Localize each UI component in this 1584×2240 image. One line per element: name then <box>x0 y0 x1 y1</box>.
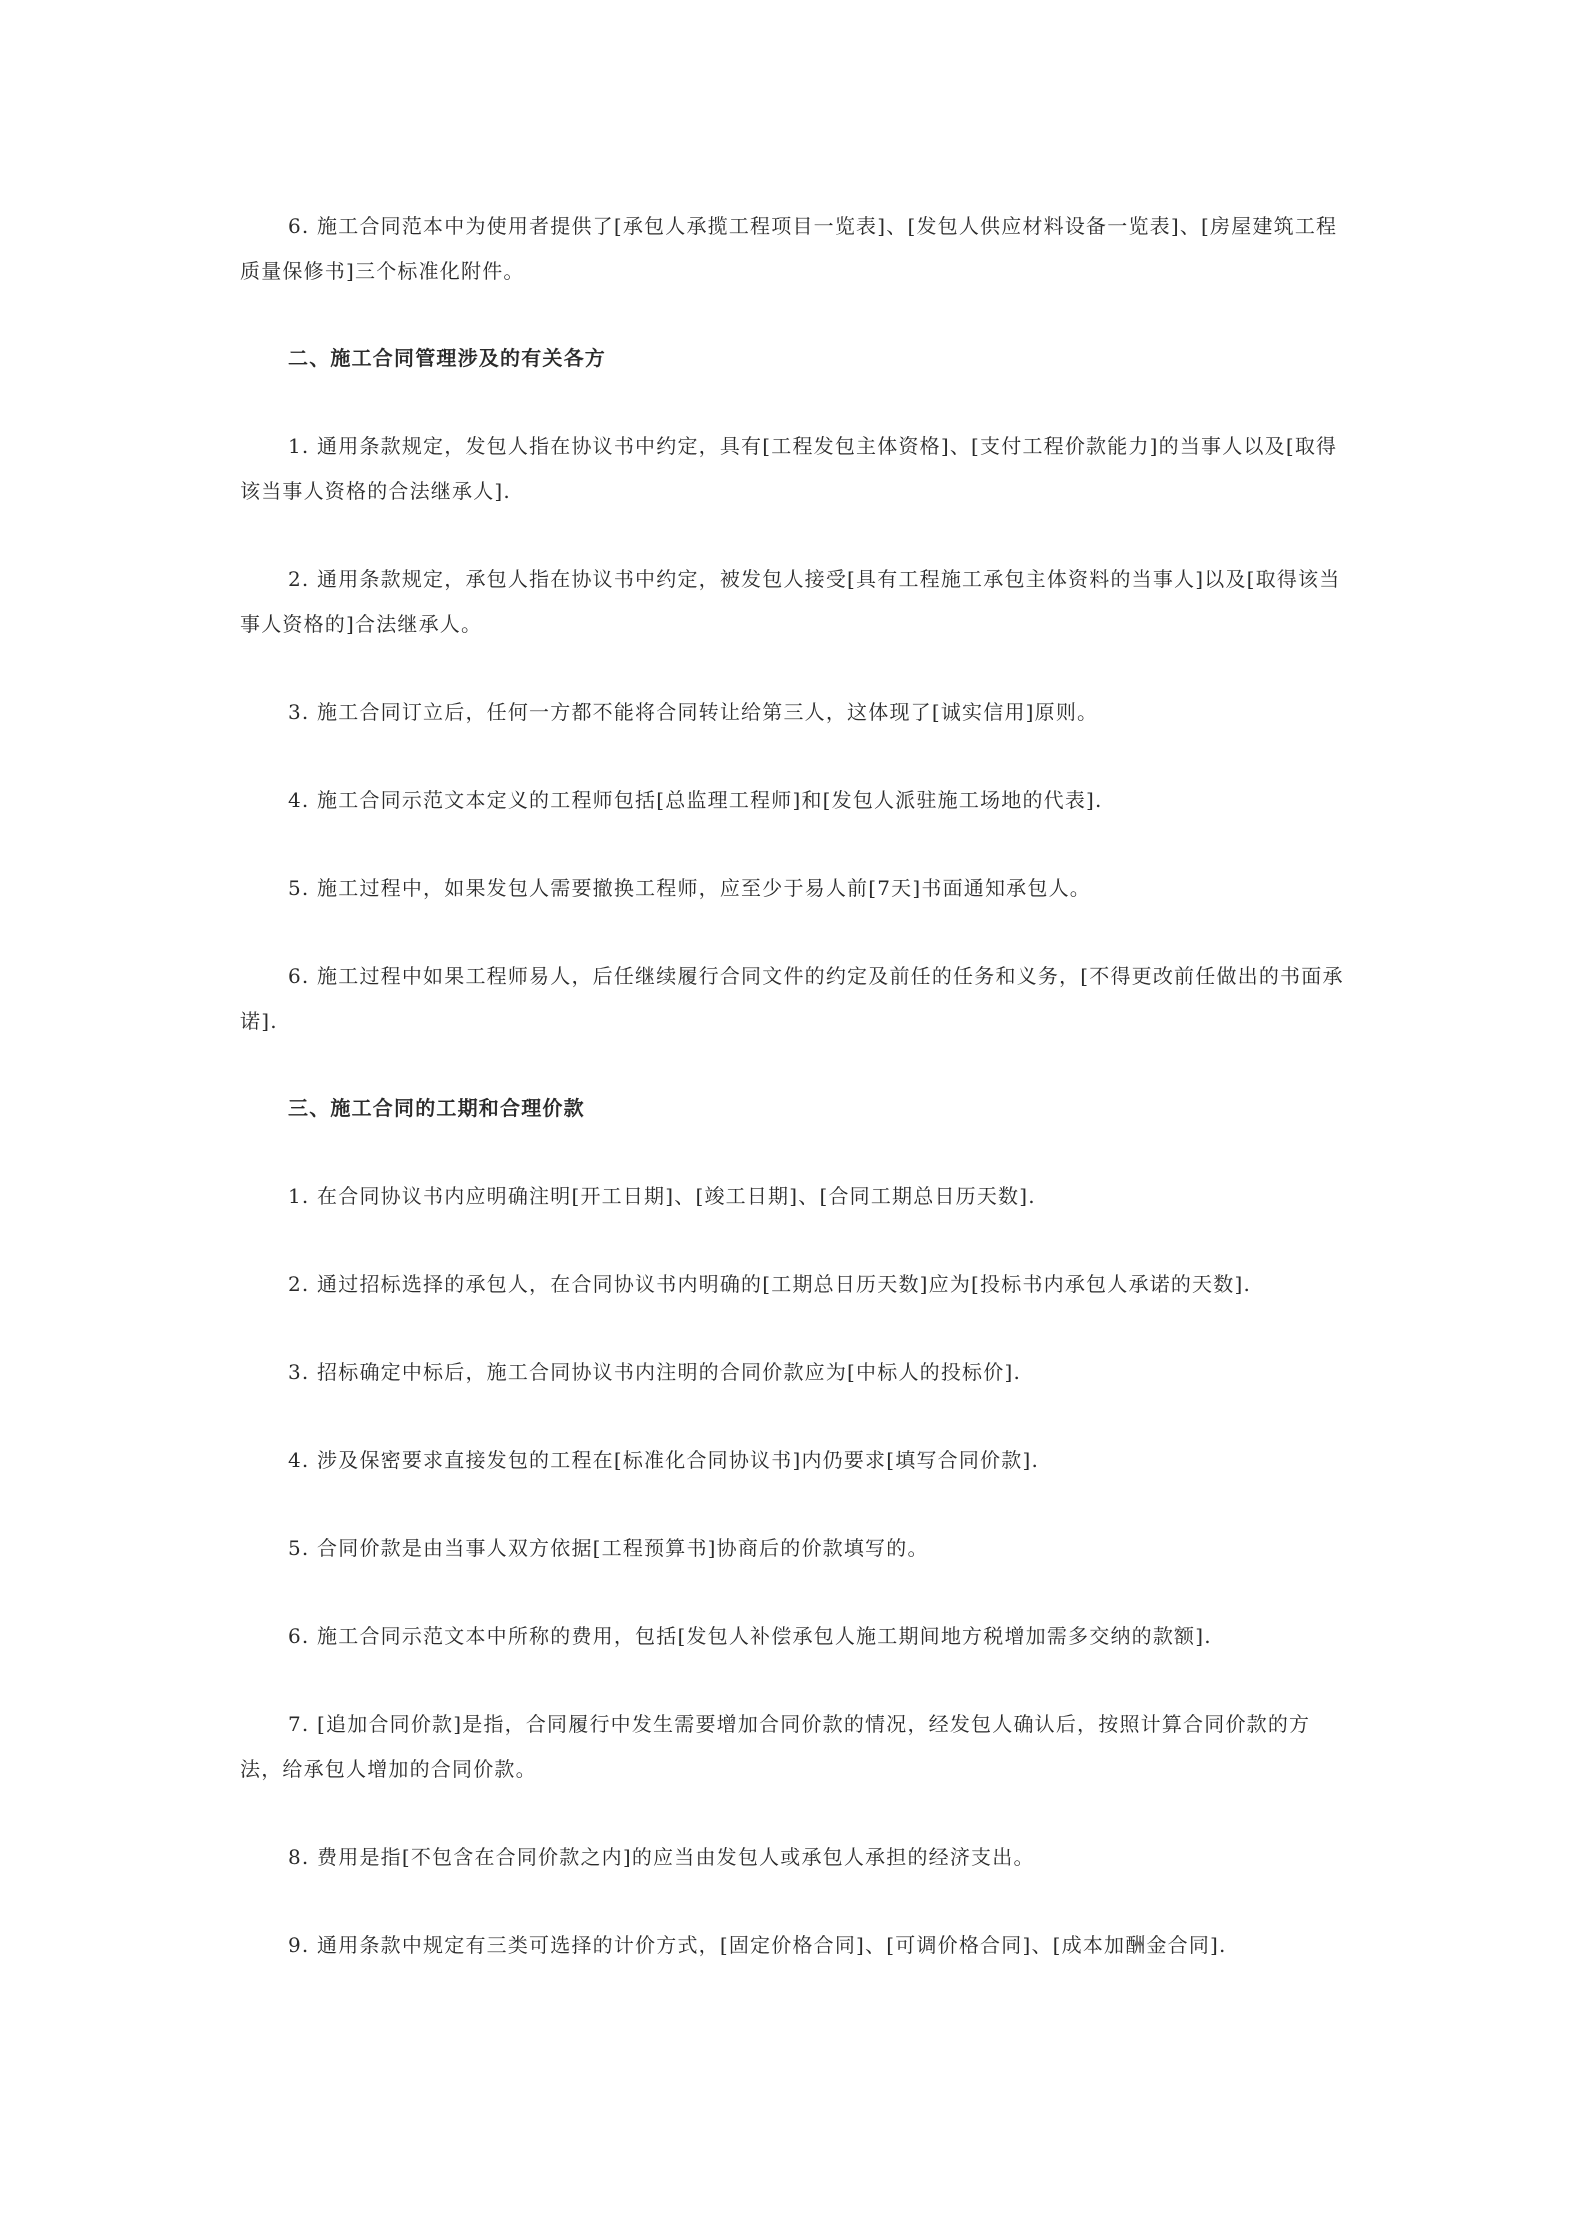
paragraph-9-pricing-methods: 9. 通用条款中规定有三类可选择的计价方式，[固定价格合同]、[可调价格合同]、[成本加酬金合同]. <box>288 1933 1227 1957</box>
paragraph-8-expenses: 8. 费用是指[不包含在合同价款之内]的应当由发包人或承包人承担的经济支出。 <box>288 1845 1035 1869</box>
section-heading-2: 二、施工合同管理涉及的有关各方 <box>288 346 606 370</box>
section-heading-3: 三、施工合同的工期和合理价款 <box>288 1096 585 1120</box>
paragraph-4-confidential-projects: 4. 涉及保密要求直接发包的工程在[标准化合同协议书]内仍要求[填写合同价款]. <box>288 1448 1040 1472</box>
paragraph-5-engineer-replacement: 5. 施工过程中，如果发包人需要撤换工程师，应至少于易人前[7天]书面通知承包人。 <box>288 876 1091 900</box>
paragraph-4-engineer-definition: 4. 施工合同示范文本定义的工程师包括[总监理工程师]和[发包人派驻施工场地的代表]. <box>288 788 1103 812</box>
paragraph-3-contract-price: 3. 招标确定中标后，施工合同协议书内注明的合同价款应为[中标人的投标价]. <box>288 1360 1022 1384</box>
paragraph-2-contractor-definition: 2. 通用条款规定，承包人指在协议书中约定，被发包人接受[具有工程施工承包主体资料的当事人]以及[取得该当事人资格的]合法继承人。 <box>240 567 1341 636</box>
paragraph-2-tender-duration: 2. 通过招标选择的承包人，在合同协议书内明确的[工期总日历天数]应为[投标书内承包人承诺的天数]. <box>288 1272 1252 1296</box>
paragraph-1-dates: 1. 在合同协议书内应明确注明[开工日期]、[竣工日期]、[合同工期总日历天数]. <box>288 1184 1036 1208</box>
paragraph-6-costs: 6. 施工合同示范文本中所称的费用，包括[发包人补偿承包人施工期间地方税增加需多交纳的款额]. <box>288 1624 1212 1648</box>
paragraph-7-additional-price: 7. [追加合同价款]是指，合同履行中发生需要增加合同价款的情况，经发包人确认后，按照计算合同价款的方法，给承包人增加的合同价款。 <box>240 1712 1311 1781</box>
document-page <box>240 204 1344 1968</box>
paragraph-3-good-faith: 3. 施工合同订立后，任何一方都不能将合同转让给第三人，这体现了[诚实信用]原则。 <box>288 700 1099 724</box>
paragraph-6-successor-engineer: 6. 施工过程中如果工程师易人，后任继续履行合同文件的约定及前任的任务和义务，[不得更改前任做出的书面承诺]. <box>240 964 1344 1033</box>
paragraph-6-standard-attachments: 6. 施工合同范本中为使用者提供了[承包人承揽工程项目一览表]、[发包人供应材料设备一览表]、[房屋建筑工程质量保修书]三个标准化附件。 <box>240 214 1338 283</box>
paragraph-5-price-basis: 5. 合同价款是由当事人双方依据[工程预算书]协商后的价款填写的。 <box>288 1536 929 1560</box>
paragraph-1-employer-definition: 1. 通用条款规定，发包人指在协议书中约定，具有[工程发包主体资格]、[支付工程价款能力]的当事人以及[取得该当事人资格的合法继承人]. <box>240 434 1338 503</box>
